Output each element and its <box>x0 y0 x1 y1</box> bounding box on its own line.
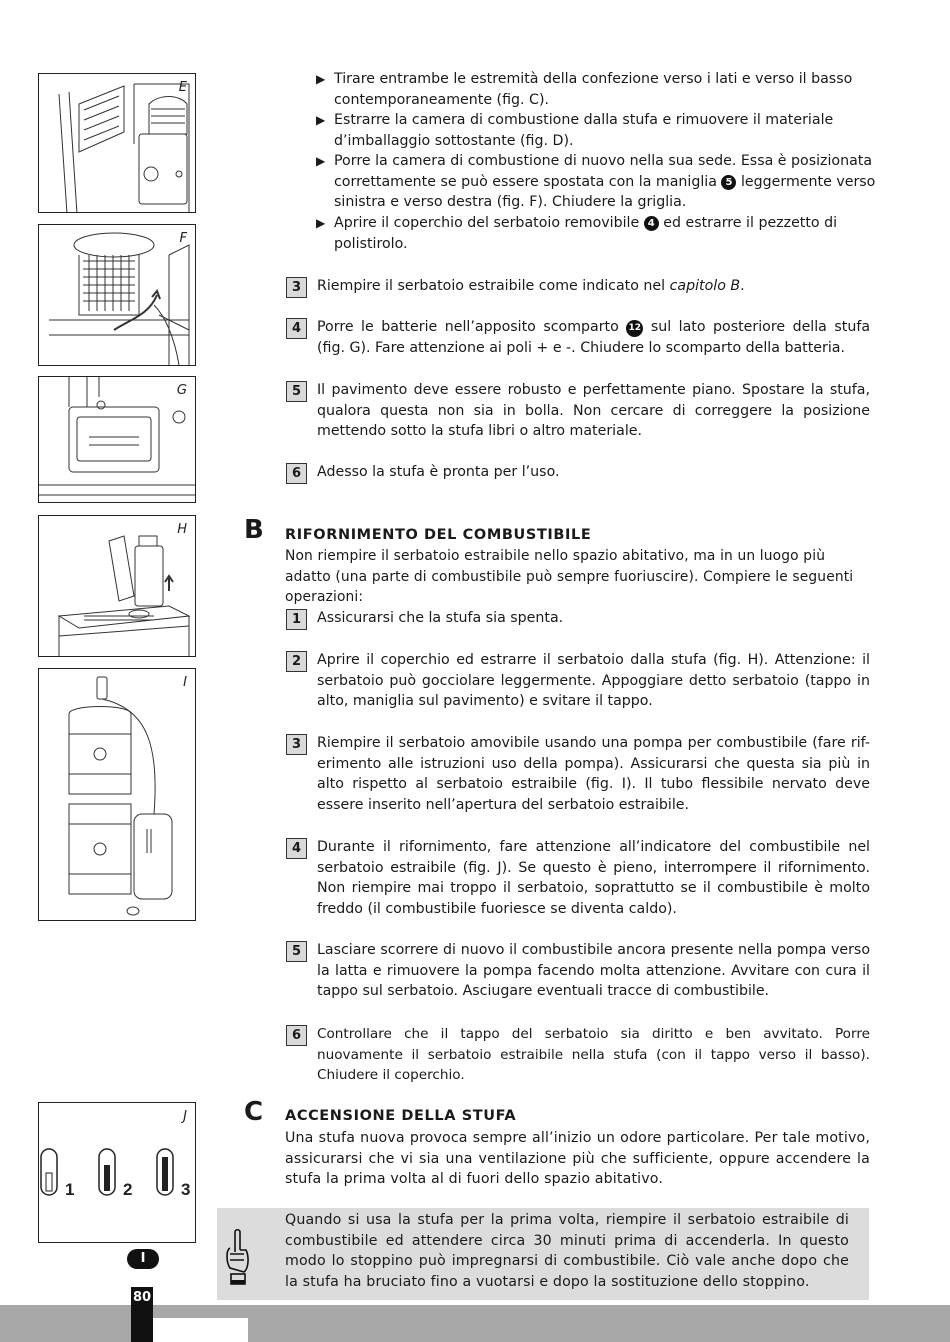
step-text: Controllare che il tappo del serbatoio sia diritto e ben avvitato. Porre nuovamente il serbatoio estraibile nella stufa (con il tappo verso il basso). Chiudere il coperchio. <box>317 1026 870 1084</box>
bullet-arrow-icon: ▶ <box>316 154 326 168</box>
step-number: 5 <box>286 941 307 962</box>
figure-label: I <box>183 675 187 690</box>
step-text-part: . <box>740 278 745 294</box>
chapter-reference: capitolo B <box>669 278 741 294</box>
figure-j <box>38 1102 196 1243</box>
gauge-label-3: 3 <box>181 1180 191 1199</box>
step-text: Il pavimento deve essere robusto e perfettamente piano. Spostare la stufa, qualora questa non sia in bolla. Non cercare di correggere la posizione mettendo sotto la stufa libri o altro materiale. <box>317 382 870 440</box>
figure-h <box>38 515 196 657</box>
section-letter: B <box>244 515 264 545</box>
figure-label: G <box>176 383 187 398</box>
note-text: Quando si usa la stufa per la prima volta, riempire il serbatoio estraibile di combustibile ed attendere circa 30 minuti prima di accenderla. In questo modo lo stoppino può impregnarsi di combustibile. Ciò vale anche dopo che la stufa ha bruciato fino a vuotarsi e dopo la sostituzione dello stoppino. <box>285 1212 849 1290</box>
bullet-text: Tirare entrambe le estremità della confezione verso i lati e verso il basso contemporaneamente (fig. C). <box>334 71 853 108</box>
step-text <box>317 276 870 297</box>
figure-i-drawing <box>39 669 195 920</box>
step-number: 6 <box>286 1025 307 1046</box>
figure-label: H <box>177 522 187 537</box>
figure-g-drawing <box>39 377 195 502</box>
figure-f <box>38 224 196 366</box>
figure-h-drawing <box>39 516 195 656</box>
bullet-text: Porre la camera di combustione di nuovo nella sua sede. Essa è posizionata correttamente se può essere spostata con la maniglia <box>334 153 873 190</box>
bullet-item <box>316 213 888 254</box>
gauge-label-2: 2 <box>123 1180 133 1199</box>
figure-label: E <box>178 80 187 95</box>
step-text: Lasciare scorrere di nuovo il combustibile ancora presente nella pompa verso la latta e rimuovere la pompa facendo molta attenzione. Avvitare con cura il tappo sul serbatoio. Asciugare eventuali tracce di combustibile. <box>317 942 870 1000</box>
figure-e <box>38 73 196 213</box>
step-text: Aprire il coperchio ed estrarre il serbatoio dalla stufa (fig. H). Attenzione: il serbatoio può gocciolare leggermente. Appoggiare detto serbatoio (tappo in alto, maniglia sul pavimento) e svitare il tappo. <box>317 652 870 710</box>
figure-j-drawing <box>39 1103 195 1242</box>
footer-tab <box>153 1318 248 1342</box>
bullet-arrow-icon: ▶ <box>316 72 326 86</box>
bullet-text: Aprire il coperchio del serbatoio removibile <box>334 215 640 231</box>
gauge-label-1: 1 <box>65 1180 75 1199</box>
part-number-badge: 12 <box>626 320 643 337</box>
step-number: 3 <box>286 734 307 755</box>
bullet-text: leggermente verso sinistra e verso destra (fig. F). Chiudere la griglia. <box>334 173 876 211</box>
part-number-badge: 4 <box>644 216 659 231</box>
section-title: RIFORNIMENTO DEL COMBUSTIBILE <box>285 527 592 543</box>
page-number: 80 <box>131 1287 153 1342</box>
figure-g <box>38 376 196 503</box>
part-number-badge: 5 <box>721 175 736 190</box>
note-box <box>217 1208 869 1300</box>
figure-f-drawing <box>39 225 195 365</box>
step-text: Assicurarsi che la stufa sia spenta. <box>317 610 564 626</box>
figure-i <box>38 668 196 921</box>
step-text-part: sul lato posteriore della stufa (fig. G). Fare attenzione ai poli + e -. Chiudere lo scomparto della batteria. <box>317 319 871 356</box>
bullet-item <box>316 110 888 151</box>
figure-label: F <box>179 231 187 246</box>
step-number: 5 <box>286 381 307 402</box>
bullet-arrow-icon: ▶ <box>316 113 326 127</box>
section-intro: Non riempire il serbatoio estraibile nello spazio abitativo, ma in un luogo più adatto (una parte di combustibile può sempre fuoriuscire). Compiere le seguenti operazioni: <box>285 548 854 606</box>
bullet-text: ed estrarre il pezzetto di polistirolo. <box>334 215 838 252</box>
figure-label: J <box>183 1109 187 1124</box>
figure-e-drawing <box>39 74 195 212</box>
step-number: 4 <box>286 318 307 339</box>
section-title: ACCENSIONE DELLA STUFA <box>285 1108 517 1124</box>
step-text: Riempire il serbatoio amovibile usando una pompa per combustibile (fare rif-erimento alle istruzioni uso della pompa). Assicurarsi che questa sia più in alto rispetto al serbatoio estraibile (fig. I). Il tubo flessibile nervato deve essere inserito nell’apertura del serbatoio estraibile. <box>317 735 870 813</box>
step-text: Durante il rifornimento, fare attenzione all’indicatore del combustibile nel serbatoio estraibile (fig. J). Se questo è pieno, interrompere il rifornimento. Non riempire mai troppo il serbatoio, soprattutto se il combustibile è molto freddo (il combustibile fuoriesce se diventa caldo). <box>317 839 870 917</box>
step-number: 1 <box>286 609 307 630</box>
step-number: 6 <box>286 463 307 484</box>
step-number: 4 <box>286 838 307 859</box>
bullet-arrow-icon: ▶ <box>316 216 326 230</box>
step-text: Adesso la stufa è pronta per l’uso. <box>317 464 560 480</box>
step-number: 3 <box>286 277 307 298</box>
section-intro: Una stufa nuova provoca sempre all’inizio un odore particolare. Per tale motivo, assicurarsi che vi sia una ventilazione più che sufficiente, oppure accendere la stufa la prima volta al di fuori dello spazio abitativo. <box>285 1130 870 1188</box>
language-badge: I <box>127 1249 159 1269</box>
step-text-part: Riempire il serbatoio estraibile come indicato nel <box>317 278 670 294</box>
bullet-text: Estrarre la camera di combustione dalla stufa e rimuovere il materiale d’imballaggio sottostante (fig. D). <box>334 112 834 149</box>
bullet-item <box>316 69 888 110</box>
pointing-hand-icon <box>222 1228 254 1292</box>
step-text <box>317 317 870 358</box>
step-number: 2 <box>286 651 307 672</box>
bullet-item <box>316 151 888 213</box>
step-text-part: Porre le batterie nell’apposito scomparto <box>317 319 619 335</box>
section-letter: C <box>244 1097 264 1127</box>
